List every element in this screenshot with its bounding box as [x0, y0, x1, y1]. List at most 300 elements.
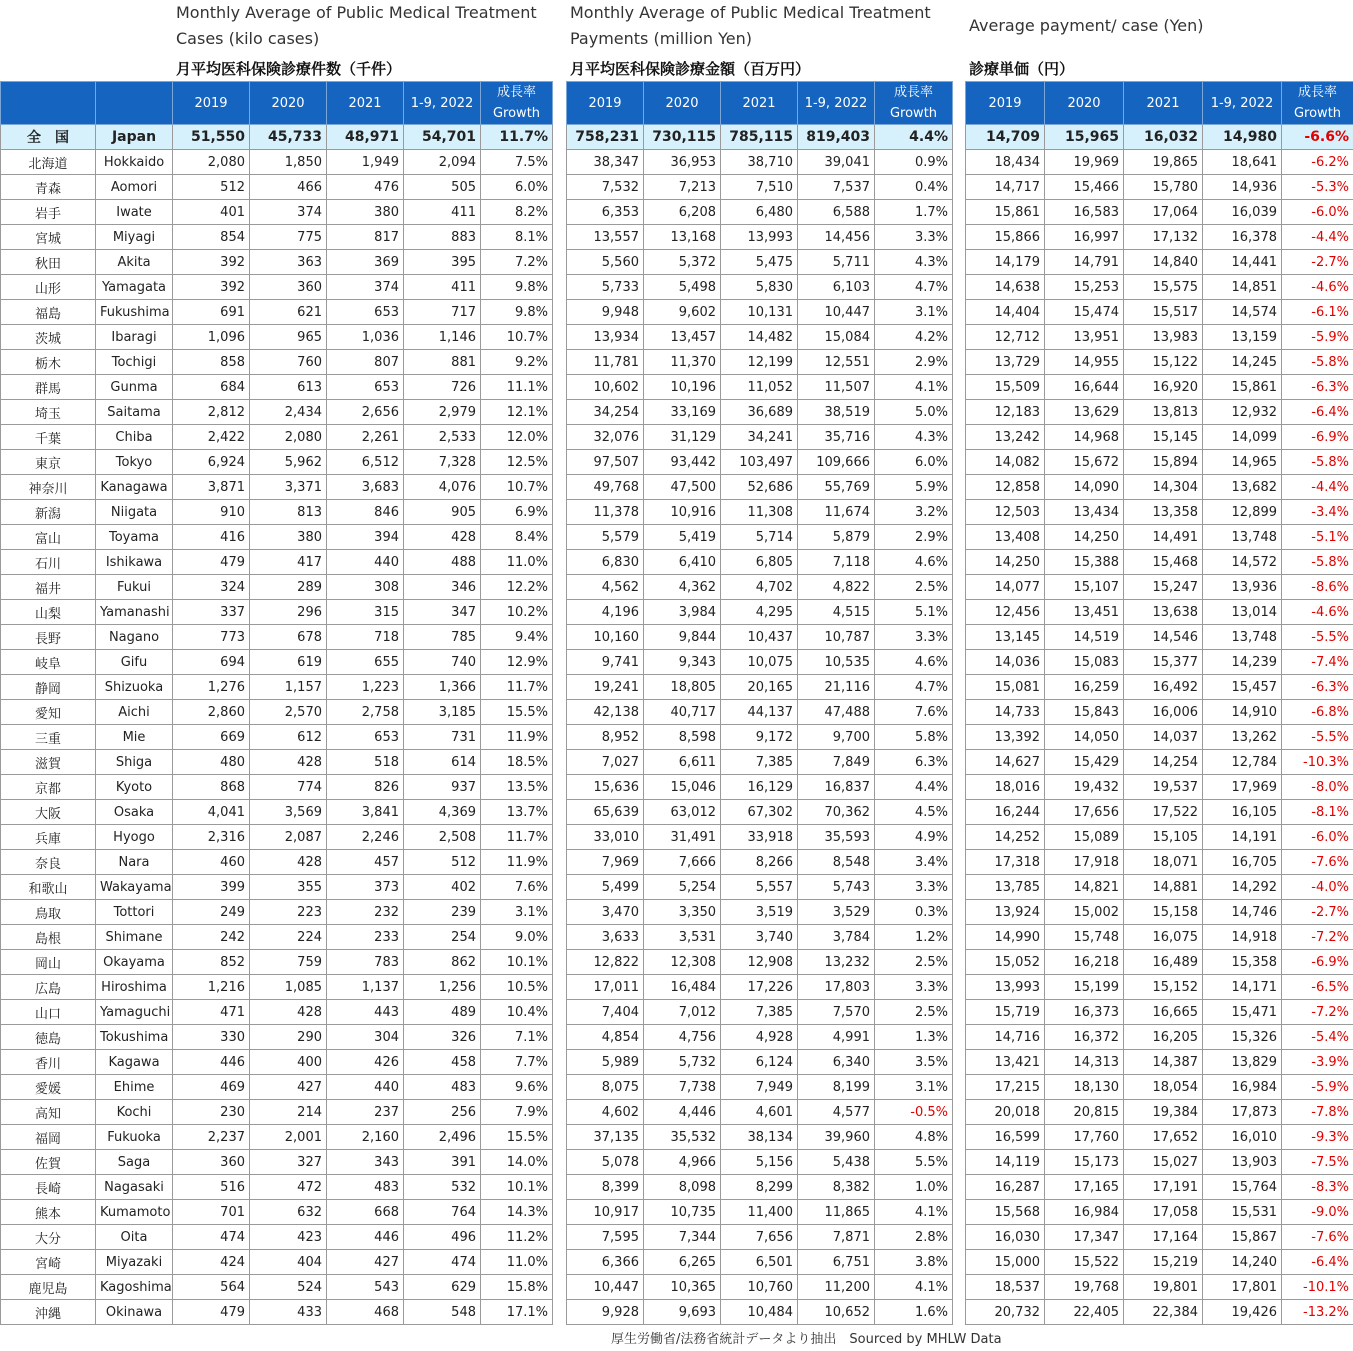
table-row	[567, 525, 953, 550]
growth-cell: -10.1%	[1282, 1275, 1353, 1300]
value-cell: 13,983	[1124, 325, 1203, 350]
value-cell: 512	[404, 850, 481, 875]
growth-cell: 12.2%	[481, 575, 553, 600]
growth-cell: -10.3%	[1282, 750, 1353, 775]
value-cell: 14,980	[1203, 125, 1282, 150]
value-cell: 16,075	[1124, 925, 1203, 950]
value-cell: 655	[327, 650, 404, 675]
prefecture-jp: 鳥取	[1, 900, 96, 925]
value-cell: 14,456	[798, 225, 875, 250]
growth-cell: -9.3%	[1282, 1125, 1353, 1150]
value-cell: 14,821	[1045, 875, 1124, 900]
value-cell: 858	[173, 350, 250, 375]
value-cell: 15,105	[1124, 825, 1203, 850]
prefecture-jp: 島根	[1, 925, 96, 950]
growth-cell: 2.5%	[875, 1000, 953, 1025]
prefecture-jp: 京都	[1, 775, 96, 800]
prefecture-jp: 千葉	[1, 425, 96, 450]
value-cell: 3,871	[173, 475, 250, 500]
value-cell: 13,392	[966, 725, 1045, 750]
value-cell: 10,447	[567, 1275, 644, 1300]
value-cell: 289	[250, 575, 327, 600]
value-cell: 3,185	[404, 700, 481, 725]
value-cell: 11,200	[798, 1275, 875, 1300]
value-cell: 1,366	[404, 675, 481, 700]
value-cell: 7,510	[721, 175, 798, 200]
value-cell: 11,370	[644, 350, 721, 375]
growth-cell: 14.3%	[481, 1200, 553, 1225]
value-cell: 881	[404, 350, 481, 375]
value-cell: 44,137	[721, 700, 798, 725]
value-cell: 326	[404, 1025, 481, 1050]
table-row	[567, 950, 953, 975]
value-cell: 15,158	[1124, 900, 1203, 925]
value-cell: 17,058	[1124, 1200, 1203, 1225]
prefecture-en: Akita	[96, 250, 173, 275]
value-cell: 423	[250, 1225, 327, 1250]
value-cell: 13,262	[1203, 725, 1282, 750]
value-cell: 404	[250, 1250, 327, 1275]
table-row	[966, 475, 1353, 500]
growth-cell: 9.8%	[481, 275, 553, 300]
value-cell: 2,496	[404, 1125, 481, 1150]
table-row	[1, 650, 553, 675]
value-cell: 16,583	[1045, 200, 1124, 225]
value-cell: 6,103	[798, 275, 875, 300]
value-cell: 254	[404, 925, 481, 950]
value-cell: 5,499	[567, 875, 644, 900]
value-cell: 51,550	[173, 125, 250, 150]
header-2022: 1-9, 2022	[1203, 82, 1282, 125]
prefecture-jp: 岐阜	[1, 650, 96, 675]
prefecture-jp: 福井	[1, 575, 96, 600]
value-cell: 15,861	[966, 200, 1045, 225]
value-cell: 15,173	[1045, 1150, 1124, 1175]
value-cell: 1,137	[327, 975, 404, 1000]
table-row	[567, 325, 953, 350]
table-row	[966, 1000, 1353, 1025]
table-row	[567, 1225, 953, 1250]
value-cell: 7,949	[721, 1075, 798, 1100]
growth-cell: -3.4%	[1282, 500, 1353, 525]
value-cell: 10,787	[798, 625, 875, 650]
growth-label-en: Growth	[1293, 106, 1342, 121]
prefecture-en: Kagoshima	[96, 1275, 173, 1300]
value-cell: 428	[404, 525, 481, 550]
prefecture-jp: 愛知	[1, 700, 96, 725]
value-cell: 16,218	[1045, 950, 1124, 975]
table-row	[966, 950, 1353, 975]
value-cell: 1,850	[250, 150, 327, 175]
prefecture-jp: 広島	[1, 975, 96, 1000]
value-cell: 15,894	[1124, 450, 1203, 475]
value-cell: 2,979	[404, 400, 481, 425]
value-cell: 8,199	[798, 1075, 875, 1100]
growth-cell: -5.9%	[1282, 325, 1353, 350]
value-cell: 355	[250, 875, 327, 900]
prefecture-jp: 沖縄	[1, 1300, 96, 1325]
value-cell: 5,714	[721, 525, 798, 550]
value-cell: 360	[173, 1150, 250, 1175]
value-cell: 5,254	[644, 875, 721, 900]
value-cell: 10,484	[721, 1300, 798, 1325]
value-cell: 1,223	[327, 675, 404, 700]
value-cell: 14,968	[1045, 425, 1124, 450]
value-cell: 5,830	[721, 275, 798, 300]
value-cell: 15,107	[1045, 575, 1124, 600]
value-cell: 14,746	[1203, 900, 1282, 925]
value-cell: 10,760	[721, 1275, 798, 1300]
value-cell: 13,557	[567, 225, 644, 250]
value-cell: 12,183	[966, 400, 1045, 425]
growth-cell: 6.9%	[481, 500, 553, 525]
table-row	[966, 750, 1353, 775]
header-growth	[875, 82, 953, 125]
value-cell: 466	[250, 175, 327, 200]
value-cell: 20,815	[1045, 1100, 1124, 1125]
value-cell: 13,829	[1203, 1050, 1282, 1075]
value-cell: 4,515	[798, 600, 875, 625]
growth-cell: -4.4%	[1282, 225, 1353, 250]
value-cell: 14,292	[1203, 875, 1282, 900]
value-cell: 48,971	[327, 125, 404, 150]
value-cell: 774	[250, 775, 327, 800]
table-row	[966, 1125, 1353, 1150]
value-cell: 15,867	[1203, 1225, 1282, 1250]
value-cell: 14,574	[1203, 300, 1282, 325]
value-cell: 21,116	[798, 675, 875, 700]
value-cell: 417	[250, 550, 327, 575]
prefecture-jp: 福岡	[1, 1125, 96, 1150]
value-cell: 14,965	[1203, 450, 1282, 475]
value-cell: 374	[327, 275, 404, 300]
table-row	[966, 350, 1353, 375]
value-cell: 5,962	[250, 450, 327, 475]
table-row	[1, 325, 553, 350]
table-row	[567, 1025, 953, 1050]
growth-cell: 4.5%	[875, 800, 953, 825]
value-cell: 17,801	[1203, 1275, 1282, 1300]
growth-cell: -7.6%	[1282, 1225, 1353, 1250]
value-cell: 40,717	[644, 700, 721, 725]
value-cell: 14,910	[1203, 700, 1282, 725]
table-row	[1, 825, 553, 850]
growth-cell: -6.3%	[1282, 375, 1353, 400]
value-cell: 726	[404, 375, 481, 400]
growth-cell: 3.2%	[875, 500, 953, 525]
table-row	[567, 500, 953, 525]
value-cell: 15,046	[644, 775, 721, 800]
value-cell: 20,732	[966, 1300, 1045, 1325]
value-cell: 740	[404, 650, 481, 675]
prefecture-jp: 佐賀	[1, 1150, 96, 1175]
value-cell: 14,179	[966, 250, 1045, 275]
cases-header-row	[1, 82, 553, 125]
table-row	[966, 325, 1353, 350]
value-cell: 12,858	[966, 475, 1045, 500]
value-cell: 7,871	[798, 1225, 875, 1250]
value-cell: 446	[173, 1050, 250, 1075]
value-cell: 4,702	[721, 575, 798, 600]
growth-cell: 9.2%	[481, 350, 553, 375]
prefecture-en: Kanagawa	[96, 475, 173, 500]
value-cell: 103,497	[721, 450, 798, 475]
value-cell: 479	[173, 550, 250, 575]
value-cell: 6,410	[644, 550, 721, 575]
value-cell: 9,844	[644, 625, 721, 650]
value-cell: 16,030	[966, 1225, 1045, 1250]
value-cell: 14,050	[1045, 725, 1124, 750]
prefecture-jp: 山形	[1, 275, 96, 300]
table-row	[567, 550, 953, 575]
growth-cell: 11.9%	[481, 725, 553, 750]
value-cell: 4,991	[798, 1025, 875, 1050]
growth-cell: 8.4%	[481, 525, 553, 550]
value-cell: 13,014	[1203, 600, 1282, 625]
value-cell: 7,328	[404, 450, 481, 475]
growth-cell: 7.9%	[481, 1100, 553, 1125]
prefecture-en: Kumamoto	[96, 1200, 173, 1225]
table-row	[567, 675, 953, 700]
table-row	[966, 1050, 1353, 1075]
value-cell: 2,001	[250, 1125, 327, 1150]
growth-cell: 4.9%	[875, 825, 953, 850]
value-cell: 512	[173, 175, 250, 200]
growth-cell: 11.0%	[481, 550, 553, 575]
prefecture-jp: 熊本	[1, 1200, 96, 1225]
value-cell: 7,027	[567, 750, 644, 775]
value-cell: 6,805	[721, 550, 798, 575]
value-cell: 11,507	[798, 375, 875, 400]
value-cell: 14,482	[721, 325, 798, 350]
value-cell: 15,089	[1045, 825, 1124, 850]
value-cell: 14,082	[966, 450, 1045, 475]
growth-cell: -4.6%	[1282, 275, 1353, 300]
table-row	[1, 225, 553, 250]
growth-cell: 4.3%	[875, 250, 953, 275]
table-row	[1, 900, 553, 925]
value-cell: 2,570	[250, 700, 327, 725]
growth-cell: 14.0%	[481, 1150, 553, 1175]
table-row	[1, 850, 553, 875]
value-cell: 817	[327, 225, 404, 250]
header-2019: 2019	[173, 82, 250, 125]
value-cell: 36,953	[644, 150, 721, 175]
unit-price-table	[965, 81, 1353, 1325]
growth-cell: -4.6%	[1282, 600, 1353, 625]
value-cell: 14,791	[1045, 250, 1124, 275]
value-cell: 489	[404, 1000, 481, 1025]
table-row	[567, 375, 953, 400]
table-row	[1, 500, 553, 525]
growth-cell: -6.4%	[1282, 400, 1353, 425]
value-cell: 14,077	[966, 575, 1045, 600]
growth-cell: 4.7%	[875, 675, 953, 700]
value-cell: 14,709	[966, 125, 1045, 150]
value-cell: 15,531	[1203, 1200, 1282, 1225]
table-row	[1, 1025, 553, 1050]
value-cell: 2,533	[404, 425, 481, 450]
header-2020: 2020	[1045, 82, 1124, 125]
prefecture-en: Fukushima	[96, 300, 173, 325]
value-cell: 668	[327, 1200, 404, 1225]
value-cell: 5,560	[567, 250, 644, 275]
value-cell: 3,519	[721, 900, 798, 925]
growth-cell: -6.9%	[1282, 425, 1353, 450]
value-cell: 16,287	[966, 1175, 1045, 1200]
value-cell: 11,378	[567, 500, 644, 525]
growth-cell: 11.2%	[481, 1225, 553, 1250]
value-cell: 35,716	[798, 425, 875, 450]
value-cell: 232	[327, 900, 404, 925]
value-cell: 548	[404, 1300, 481, 1325]
value-cell: 15,429	[1045, 750, 1124, 775]
value-cell: 937	[404, 775, 481, 800]
table-row	[567, 400, 953, 425]
table-row	[966, 975, 1353, 1000]
value-cell: 15,247	[1124, 575, 1203, 600]
table-row	[567, 425, 953, 450]
growth-cell: 4.1%	[875, 375, 953, 400]
prefecture-en: Kagawa	[96, 1050, 173, 1075]
table-row	[966, 700, 1353, 725]
value-cell: 256	[404, 1100, 481, 1125]
prefecture-en: Miyazaki	[96, 1250, 173, 1275]
value-cell: 401	[173, 200, 250, 225]
value-cell: 17,064	[1124, 200, 1203, 225]
value-cell: 6,512	[327, 450, 404, 475]
value-cell: 653	[327, 300, 404, 325]
growth-cell: -5.5%	[1282, 725, 1353, 750]
table-row	[966, 650, 1353, 675]
value-cell: 17,347	[1045, 1225, 1124, 1250]
growth-label-en: Growth	[889, 106, 938, 121]
value-cell: 15,466	[1045, 175, 1124, 200]
value-cell: 15,965	[1045, 125, 1124, 150]
value-cell: 3,531	[644, 925, 721, 950]
table-row	[966, 375, 1353, 400]
value-cell: 400	[250, 1050, 327, 1075]
value-cell: 785	[404, 625, 481, 650]
growth-cell: 15.8%	[481, 1275, 553, 1300]
value-cell: 684	[173, 375, 250, 400]
table-row	[567, 1125, 953, 1150]
value-cell: 4,362	[644, 575, 721, 600]
value-cell: 427	[327, 1250, 404, 1275]
value-cell: 13,168	[644, 225, 721, 250]
value-cell: 16,010	[1203, 1125, 1282, 1150]
growth-cell: -6.6%	[1282, 125, 1353, 150]
value-cell: 5,475	[721, 250, 798, 275]
value-cell: 6,830	[567, 550, 644, 575]
prefecture-jp: 滋賀	[1, 750, 96, 775]
value-cell: 15,152	[1124, 975, 1203, 1000]
value-cell: 15,764	[1203, 1175, 1282, 1200]
value-cell: 17,164	[1124, 1225, 1203, 1250]
table-row	[1, 1275, 553, 1300]
growth-cell: 11.0%	[481, 1250, 553, 1275]
table-row	[1, 700, 553, 725]
table-row	[966, 1100, 1353, 1125]
growth-cell: 2.5%	[875, 575, 953, 600]
value-cell: 4,854	[567, 1025, 644, 1050]
value-cell: 17,011	[567, 975, 644, 1000]
value-cell: 518	[327, 750, 404, 775]
value-cell: 474	[404, 1250, 481, 1275]
value-cell: 9,343	[644, 650, 721, 675]
value-cell: 19,384	[1124, 1100, 1203, 1125]
growth-cell: 3.3%	[875, 625, 953, 650]
value-cell: 16,484	[644, 975, 721, 1000]
growth-cell: 4.2%	[875, 325, 953, 350]
value-cell: 5,078	[567, 1150, 644, 1175]
value-cell: 16,984	[1203, 1075, 1282, 1100]
table-row	[1, 525, 553, 550]
value-cell: 5,372	[644, 250, 721, 275]
value-cell: 813	[250, 500, 327, 525]
value-cell: 2,758	[327, 700, 404, 725]
table-row	[1, 1100, 553, 1125]
value-cell: 19,865	[1124, 150, 1203, 175]
growth-cell: -8.1%	[1282, 800, 1353, 825]
growth-cell: 9.8%	[481, 300, 553, 325]
value-cell: 14,404	[966, 300, 1045, 325]
growth-cell: 9.6%	[481, 1075, 553, 1100]
value-cell: 15,575	[1124, 275, 1203, 300]
value-cell: 12,908	[721, 950, 798, 975]
header-2020: 2020	[250, 82, 327, 125]
national-row	[966, 125, 1353, 150]
table-row	[567, 575, 953, 600]
value-cell: 2,261	[327, 425, 404, 450]
value-cell: 3,569	[250, 800, 327, 825]
value-cell: 2,087	[250, 825, 327, 850]
prefecture-jp: 宮崎	[1, 1250, 96, 1275]
table-row	[1, 1150, 553, 1175]
value-cell: 862	[404, 950, 481, 975]
value-cell: 39,960	[798, 1125, 875, 1150]
value-cell: 10,447	[798, 300, 875, 325]
value-cell: 14,936	[1203, 175, 1282, 200]
growth-cell: 10.5%	[481, 975, 553, 1000]
header-2021: 2021	[1124, 82, 1203, 125]
value-cell: 16,006	[1124, 700, 1203, 725]
value-cell: 2,080	[250, 425, 327, 450]
prefecture-jp: 岡山	[1, 950, 96, 975]
growth-cell: 4.3%	[875, 425, 953, 450]
growth-cell: -7.4%	[1282, 650, 1353, 675]
value-cell: 15,748	[1045, 925, 1124, 950]
growth-cell: 5.9%	[875, 475, 953, 500]
value-cell: 16,378	[1203, 225, 1282, 250]
value-cell: 458	[404, 1050, 481, 1075]
value-cell: 619	[250, 650, 327, 675]
prefecture-jp: 福島	[1, 300, 96, 325]
table-row	[966, 1300, 1353, 1325]
table-row	[966, 500, 1353, 525]
value-cell: 4,577	[798, 1100, 875, 1125]
value-cell: 783	[327, 950, 404, 975]
value-cell: 8,952	[567, 725, 644, 750]
national-row	[567, 125, 953, 150]
table-row	[1, 675, 553, 700]
table-row	[567, 1000, 953, 1025]
prefecture-en: Tokushima	[96, 1025, 173, 1050]
table-row	[1, 150, 553, 175]
value-cell: 13,638	[1124, 600, 1203, 625]
value-cell: 17,215	[966, 1075, 1045, 1100]
value-cell: 19,426	[1203, 1300, 1282, 1325]
